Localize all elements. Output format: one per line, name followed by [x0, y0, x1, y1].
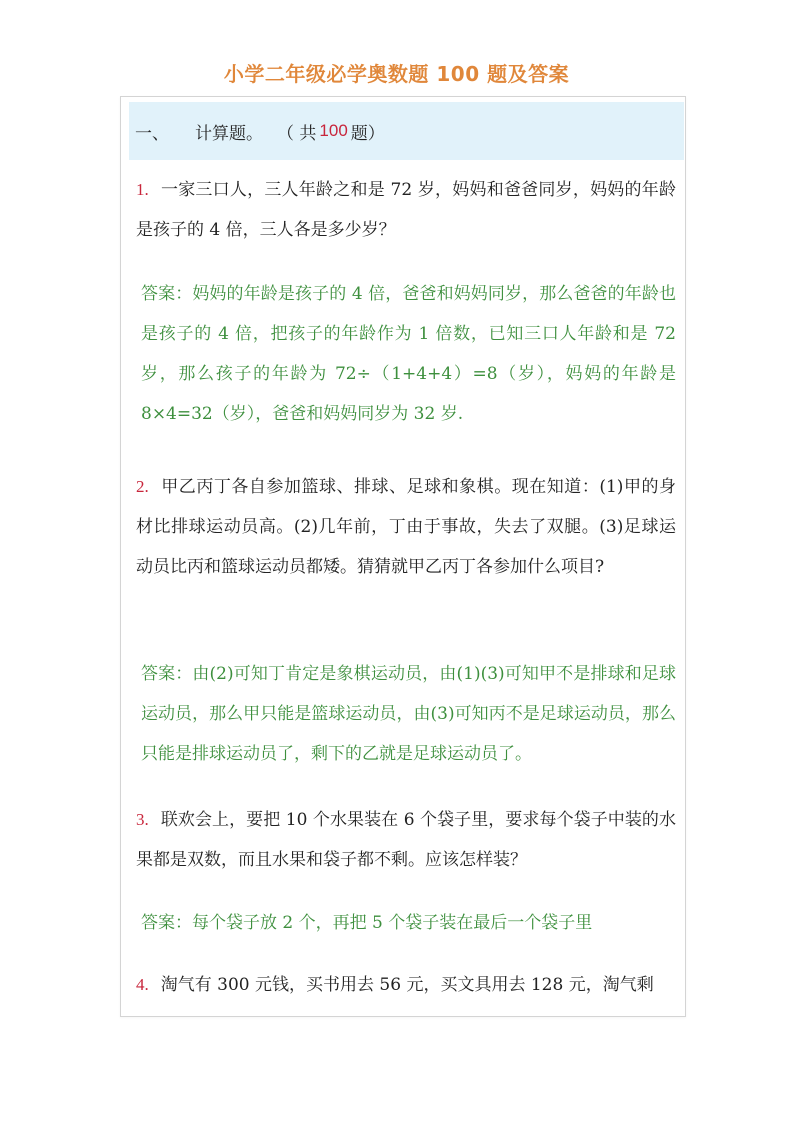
question-text: 淘气有 300 元钱，买书用去 56 元，买文具用去 128 元，淘气剩 — [160, 975, 654, 995]
question-4 — [136, 965, 676, 1005]
document-title: 小学二年级必学奥数题 100 题及答案 — [223, 62, 570, 86]
question-2 — [136, 467, 676, 587]
section-header — [129, 102, 684, 160]
section-count-close: 题） — [350, 123, 385, 144]
section-count-open: （ 共 — [277, 123, 317, 144]
section-label: 计算题。 — [195, 123, 263, 144]
question-1 — [136, 170, 676, 250]
question-text: 甲乙丙丁各自参加篮球、排球、足球和象棋。现在知道：(1)甲的身材比排球运动员高。(2)几年前，丁由于事故，失去了双腿。(3)足球运动员比丙和篮球运动员都矮。猜猜就甲乙丙丁各参加什么项目? — [136, 477, 676, 577]
question-number: 2. — [136, 477, 149, 496]
answer-2: 答案：由(2)可知丁肯定是象棋运动员，由(1)(3)可知甲不是排球和足球运动员，那么甲只能是篮球运动员，由(3)可知丙不是足球运动员，那么只能是排球运动员了，剩下的乙就是足球运动员了。 — [141, 664, 676, 764]
question-number: 3. — [136, 810, 149, 829]
answer-3: 答案：每个袋子放 2 个，再把 5 个袋子装在最后一个袋子里 — [141, 913, 593, 933]
question-text: 联欢会上，要把 10 个水果装在 6 个袋子里，要求每个袋子中装的水果都是双数，而且水果和袋子都不剩。应该怎样装？ — [136, 810, 676, 870]
section-prefix: 一、 — [135, 123, 169, 144]
question-number: 1. — [136, 180, 149, 199]
answer-1: 答案：妈妈的年龄是孩子的 4 倍，爸爸和妈妈同岁，那么爸爸的年龄也是孩子的 4 倍，把孩子的年龄作为 1 倍数，已知三口人年龄和是 72 岁，那么孩子的年龄为 72÷（1+4+4）=8（岁），妈妈的年龄是 8×4=32（岁），爸爸和妈妈同岁为 32 岁. — [141, 284, 676, 424]
question-text: 一家三口人，三人年龄之和是 72 岁，妈妈和爸爸同岁，妈妈的年龄是孩子的 4 倍，三人各是多少岁？ — [136, 180, 676, 240]
question-3 — [136, 800, 676, 880]
content-frame — [120, 96, 686, 1017]
question-number: 4. — [136, 975, 149, 994]
section-count: 100 — [319, 121, 348, 140]
